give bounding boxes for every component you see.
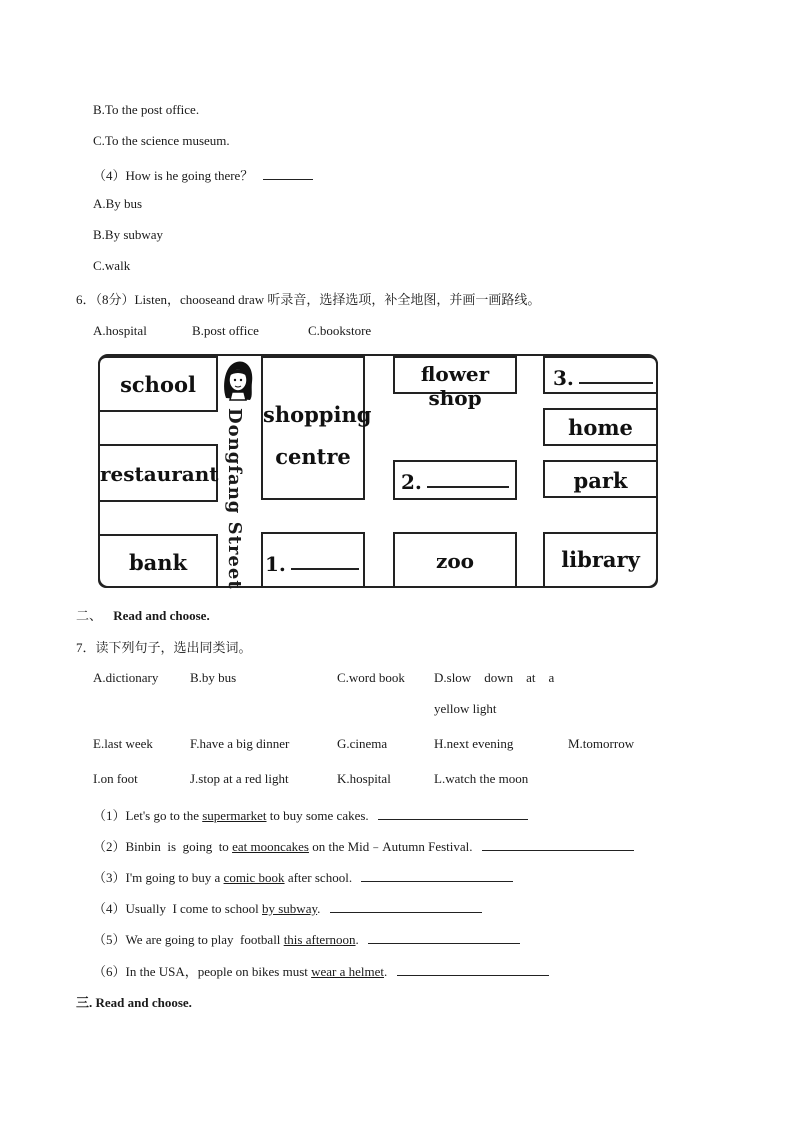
q7-option-c: C.word book [337, 670, 405, 685]
map-park [543, 460, 658, 498]
map-park-label: park [573, 468, 628, 493]
answer-blank[interactable] [330, 900, 482, 913]
item-text: Let's go to the [125, 808, 203, 823]
q6-option-b: B.post office [192, 323, 259, 338]
q7-option-h: H.next evening [434, 736, 514, 751]
map-blank-3-number: 3. [553, 366, 574, 390]
question-5-4 [93, 165, 313, 184]
item-text: We are going to play football [125, 932, 284, 947]
girl-icon [220, 358, 256, 402]
q7-option-b: B.by bus [190, 670, 237, 685]
item-text: . [355, 932, 359, 947]
option-b-post-office: B.To the post office. [93, 102, 200, 117]
item-underlined: this afternoon [283, 932, 356, 947]
street-name-label: Dongfang Street [224, 408, 245, 590]
item-underlined: comic book [223, 870, 285, 885]
map-restaurant [98, 444, 218, 502]
map-flower-shop [393, 356, 517, 410]
item-text: In the USA，people on bikes must [125, 964, 312, 979]
item-text: after school. [284, 870, 353, 885]
item-text: to buy some cakes. [266, 808, 369, 823]
map-blank-1-number: 1. [265, 552, 286, 576]
item-underlined: wear a helmet [311, 964, 385, 979]
q7-item-4 [93, 898, 482, 917]
map-zoo-label: zoo [435, 549, 475, 573]
question-5-4-prompt: （4）How is he going there？ [93, 168, 254, 183]
q7-option-k: K.hospital [337, 771, 391, 786]
q7-item-2 [93, 836, 634, 855]
map-shopping-label-2: centre [275, 444, 351, 469]
answer-blank[interactable] [368, 931, 520, 944]
item-number: （5） [93, 932, 126, 947]
q7-item-6 [93, 961, 549, 980]
item-number: （1） [93, 808, 126, 823]
q6-option-a: A.hospital [93, 323, 147, 338]
q7-option-a: A.dictionary [93, 670, 159, 685]
map-blank-3[interactable] [543, 356, 658, 394]
map-blank-3-line [579, 368, 653, 384]
answer-blank[interactable] [263, 167, 313, 180]
q7-item-3 [93, 867, 513, 886]
map-home [543, 408, 658, 446]
option-a-by-bus: A.By bus [93, 196, 143, 211]
item-text: Usually I come to school [125, 901, 262, 916]
q7-option-i: I.on foot [93, 771, 138, 786]
item-text: on the Mid﹣Autumn Festival. [308, 839, 473, 854]
answer-blank[interactable] [361, 869, 513, 882]
map-blank-2-line [427, 472, 509, 488]
map-blank-1-line [291, 554, 359, 570]
option-b-by-subway: B.By subway [93, 227, 164, 242]
item-number: （6） [93, 964, 126, 979]
map-blank-2[interactable] [393, 460, 517, 500]
section-2-heading [76, 605, 210, 624]
q7-item-5 [93, 929, 520, 948]
item-text: . [317, 901, 321, 916]
q7-option-j: J.stop at a red light [190, 771, 289, 786]
answer-blank[interactable] [482, 838, 634, 851]
question-6-title: 6．（8分）Listen，chooseand draw 听录音，选择选项，补全地图，并画一画路线。 [76, 292, 541, 307]
map-zoo [393, 532, 517, 588]
option-c-walk: C.walk [93, 258, 131, 273]
map-library-label: library [561, 547, 640, 572]
item-underlined: by subway [262, 901, 318, 916]
q6-option-c: C.bookstore [308, 323, 372, 338]
map-restaurant-label: restaurant [100, 462, 219, 486]
map-flower-shop-label: flower shop [420, 362, 490, 410]
q7-option-g: G.cinema [337, 736, 388, 751]
map-shopping-label-1: shopping [263, 402, 372, 427]
map-shopping-centre [261, 356, 372, 500]
q7-option-d: D.slow down at a [434, 670, 555, 685]
answer-blank[interactable] [397, 963, 549, 976]
map-home-label: home [568, 415, 633, 440]
section-2-number: 二、 [76, 608, 103, 623]
q7-item-1 [93, 805, 528, 824]
map-blank-1[interactable] [261, 532, 365, 588]
q7-option-e: E.last week [93, 736, 153, 751]
option-c-science-museum: C.To the science museum. [93, 133, 230, 148]
item-text: I'm going to buy a [125, 870, 224, 885]
section-2-title: Read and choose. [113, 608, 210, 623]
answer-blank[interactable] [378, 807, 528, 820]
item-number: （3） [93, 870, 126, 885]
q7-option-l: L.watch the moon [434, 771, 529, 786]
question-7-title: 7．读下列句子，选出同类词。 [76, 640, 252, 655]
item-underlined: eat mooncakes [232, 839, 309, 854]
item-number: （4） [93, 901, 126, 916]
map-bank-label: bank [128, 550, 188, 575]
map-bank [98, 534, 218, 588]
map-school-label: school [120, 372, 196, 397]
q7-option-f: F.have a big dinner [190, 736, 290, 751]
q7-option-d-cont: yellow light [434, 701, 497, 716]
item-text: . [384, 964, 388, 979]
item-number: （2） [93, 839, 126, 854]
map-library [543, 532, 658, 588]
q7-option-m: M.tomorrow [568, 736, 635, 751]
item-text: Binbin is going to [125, 839, 233, 854]
item-underlined: supermarket [202, 808, 267, 823]
map-school [98, 356, 218, 412]
section-3-heading: 三. Read and choose. [76, 995, 192, 1010]
map-blank-2-number: 2. [401, 470, 422, 494]
